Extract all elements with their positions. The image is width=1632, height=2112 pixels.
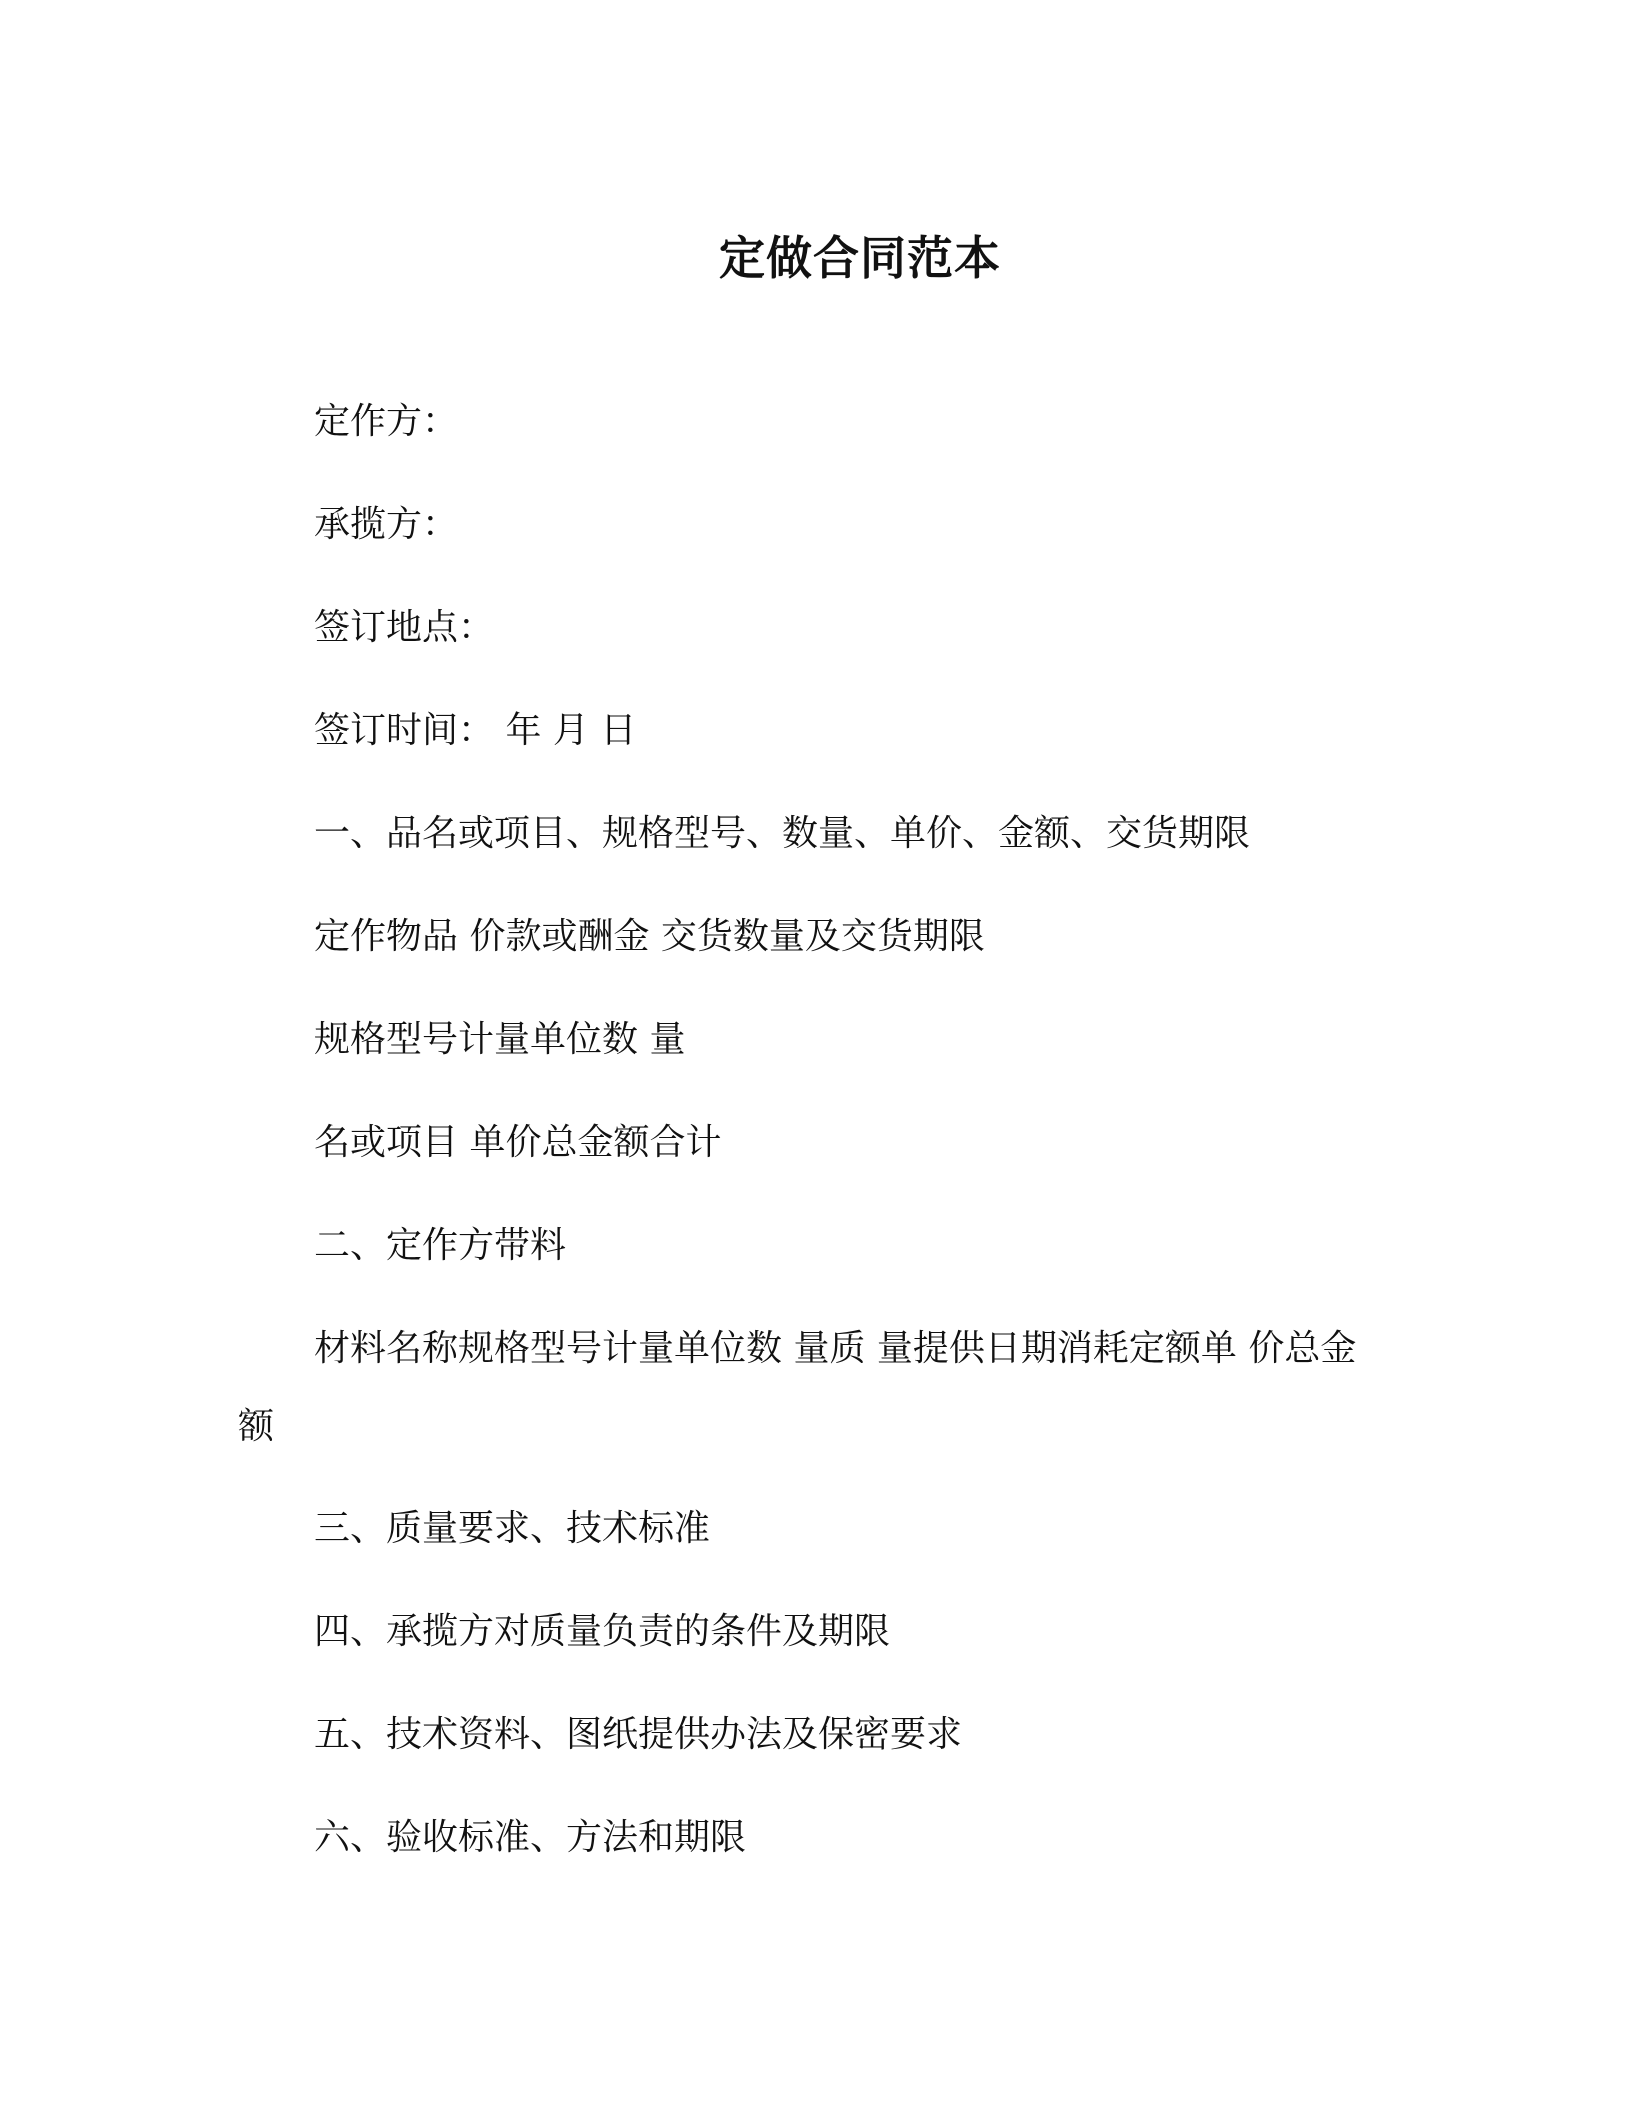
section-1-row-1: 定作物品 价款或酬金 交货数量及交货期限	[314, 916, 985, 957]
section-5-heading: 五、技术资料、图纸提供办法及保密要求	[314, 1714, 963, 1755]
section-1-row-2: 规格型号计量单位数 量	[314, 1019, 686, 1060]
party-b-line: 承揽方：	[314, 504, 459, 545]
section-2-heading: 二、定作方带料	[314, 1225, 567, 1266]
section-6-heading: 六、验收标准、方法和期限	[314, 1817, 747, 1858]
section-2-row-1-wrap: 额	[238, 1406, 275, 1447]
section-3-heading: 三、质量要求、技术标准	[314, 1508, 711, 1549]
section-1-row-3: 名或项目 单价总金额合计	[314, 1122, 722, 1163]
document-title: 定做合同范本	[719, 231, 1001, 285]
signing-date-line: 签订时间： 年 月 日	[314, 710, 637, 751]
signing-place-line: 签订地点：	[314, 607, 495, 648]
party-a-line: 定作方：	[314, 401, 459, 442]
section-2-row-1: 材料名称规格型号计量单位数 量质 量提供日期消耗定额单 价总金	[314, 1328, 1357, 1369]
section-1-heading: 一、品名或项目、规格型号、数量、单价、金额、交货期限	[314, 813, 1251, 854]
section-4-heading: 四、承揽方对质量负责的条件及期限	[314, 1611, 891, 1652]
